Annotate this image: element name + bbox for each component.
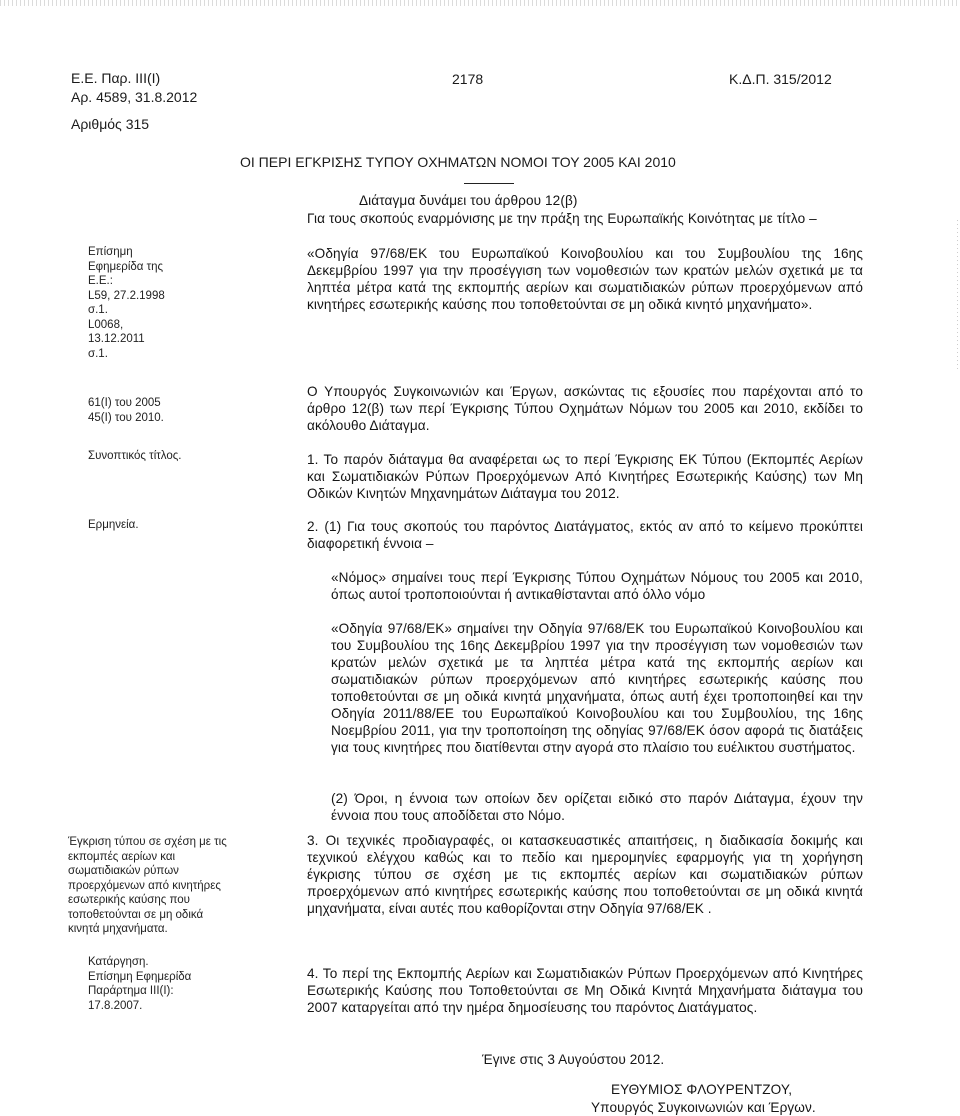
signed-date: Έγινε στις 3 Αυγούστου 2012. bbox=[482, 1052, 665, 1067]
side-note-laws: 61(Ι) του 2005 45(Ι) του 2010. bbox=[88, 397, 164, 424]
gazette-reference: Ε.Ε. Παρ. ΙΙΙ(Ι) bbox=[71, 70, 161, 86]
page-title: ΟΙ ΠΕΡΙ ΕΓΚΡΙΣΗΣ ΤΥΠΟΥ ΟΧΗΜΑΤΩΝ ΝΟΜΟΙ ΤΟΥ 2005 ΚΑΙ 2010 bbox=[240, 154, 676, 170]
signatory-title: Υπουργός Συγκοινωνιών και Έργων. bbox=[591, 1100, 816, 1115]
side-note-short-title: Συνοπτικός τίτλος. bbox=[88, 450, 182, 462]
side-note-interpretation: Ερμηνεία. bbox=[88, 519, 139, 531]
paragraph-2-1: 2. (1) Για τους σκοπούς του παρόντος Διατάγματος, εκτός αν από το κείμενο προκύπτει διαφορετική έννοια – bbox=[307, 519, 863, 551]
regulation-number: Αριθμός 315 bbox=[71, 116, 150, 132]
definition-law: «Νόμος» σημαίνει τους περί Έγκρισης Τύπου Οχημάτων Νόμους του 2005 και 2010, όπως αυτοί τροποποιούνται ή αντικαθίστανται από όλλο νόμο bbox=[331, 570, 863, 602]
purpose-line: Για τους σκοπούς εναρμόνισης με την πράξη της Ευρωπαϊκής Κοινότητας με τίτλο – bbox=[307, 211, 817, 226]
definition-directive: «Οδηγία 97/68/ΕΚ» σημαίνει την Οδηγία 97/68/ΕΚ του Ευρωπαϊκού Κοινοβουλίου και του Συμβουλίου της 16ης Δεκεμβρίου 1997 για την προσέγγιση των νομοθεσιών των κρατών μελών σχετικά με τα ληπτέα μέτρα κατά της εκπομπής αερίων και σωματιδιακών ρύπων προερχόμενων από κινητήρες εσωτερικής καύσης που τοποθετούνται σε μη οδικά κινητά μηχανήματα, όπως αυτή έχει τροποποιηθεί και την Οδηγία 2011/88/ΕΕ του Ευρωπαϊκού Κοινοβουλίου και του Συμβουλίου, της 16ης Νοεμβρίου 2011, για την τροποποίηση της οδηγίας 97/68/ΕΚ όσον αφορά τις διατάξεις για τους κινητήρες που διατίθενται στην αγορά στο πλαίσιο του ευέλικτου συστήματος. bbox=[331, 621, 863, 755]
signatory-name: ΕΥΘΥΜΙΟΣ ΦΛΟΥΡΕΝΤΖΟΥ, bbox=[611, 1082, 793, 1097]
kdp-reference: Κ.Δ.Π. 315/2012 bbox=[729, 71, 832, 87]
scan-edge-dots bbox=[0, 0, 960, 6]
title-rule bbox=[464, 183, 514, 184]
paragraph-2-2: (2) Όροι, η έννοια των οποίων δεν ορίζεται ειδικό στο παρόν Διάταγμα, έχουν την έννοια που τους αποδίδεται στο Νόμο. bbox=[331, 791, 863, 823]
scan-edge-dots-right bbox=[957, 220, 958, 370]
paragraph-3: 3. Οι τεχνικές προδιαγραφές, οι κατασκευαστικές απαιτήσεις, η διαδικασία δοκιμής και τεχνικού ελέγχου καθώς και το πεδίο και ημερομηνίες εφαρμογής για τη χορήγηση έγκρισης τύπου σε σχέση με τις εκπομπές αερίων και σωματιδιακών ρύπων προερχόμενων από κινητήρες εσωτερικής καύσης που τοποθετούνται σε μη οδικά κινητά μηχανήματα, είναι αυτές που καθορίζονται στην Οδηγία 97/68/ΕΚ . bbox=[307, 833, 863, 916]
directive-quote: «Οδηγία 97/68/ΕΚ του Ευρωπαϊκού Κοινοβουλίου και του Συμβουλίου της 16ης Δεκεμβρίου 1997 για την προσέγγιση των νομοθεσιών των κρατών μελών σχετικά με τα ληπτέα μέτρα κατά της εκπομπής αερίων και σωματιδιακών ρύπων προερχόμενων από κινητήρες εσωτερικής καύσης που τοποθετούνται σε μη οδικά κινητό μηχανήματο». bbox=[307, 246, 863, 312]
side-note-repeal: Κατάργηση. Επίσημη Εφημερίδα Παράρτημα ΙΙΙ(Ι): 17.8.2007. bbox=[88, 956, 192, 1012]
side-note-official-journal: Επίσημη Εφημερίδα της Ε.Ε.: L59, 27.2.1998 σ.1. L0068, 13.12.2011 σ.1. bbox=[88, 246, 165, 360]
side-note-approval: Έγκριση τύπου σε σχέση με τις εκπομπές αερίων και σωματιδιακών ρύπων προερχόμενων από κινητήρες εσωτερικής καύσης που τοποθετούνται σε μη οδικά κινητά μηχανήματα. bbox=[68, 836, 227, 935]
gazette-issue: Αρ. 4589, 31.8.2012 bbox=[71, 89, 198, 105]
minister-intro: Ο Υπουργός Συγκοινωνιών και Έργων, ασκώντας τις εξουσίες που παρέχονται από το άρθρο 12(β) των περί Έγκρισης Τύπου Οχημάτων Νόμων του 2005 και 2010, εκδίδει το ακόλουθο Διάταγμα. bbox=[307, 384, 863, 433]
decree-authority-line: Διάταγμα δυνάμει του άρθρου 12(β) bbox=[359, 193, 578, 208]
paragraph-4: 4. Το περί της Εκπομπής Αερίων και Σωματιδιακών Ρύπων Προερχόμενων από Κινητήρες Εσωτερικής Καύσης που Τοποθετούνται σε Μη Οδικά Κινητά Μηχανήματα διάταγμα του 2007 καταργείται από την ημέρα δημοσίευσης του παρόντος Διατάγματος. bbox=[307, 966, 863, 1015]
paragraph-1: 1. Το παρόν διάταγμα θα αναφέρεται ως το περί Έγκρισης ΕΚ Τύπου (Εκπομπές Αερίων και Σωματιδιακών Ρύπων Προερχόμενων Από Κινητήρες Εσωτερικής Καύσης) των Μη Οδικών Κινητών Μηχανημάτων Διάταγμα του 2012. bbox=[307, 452, 863, 501]
page-number: 2178 bbox=[452, 71, 484, 87]
